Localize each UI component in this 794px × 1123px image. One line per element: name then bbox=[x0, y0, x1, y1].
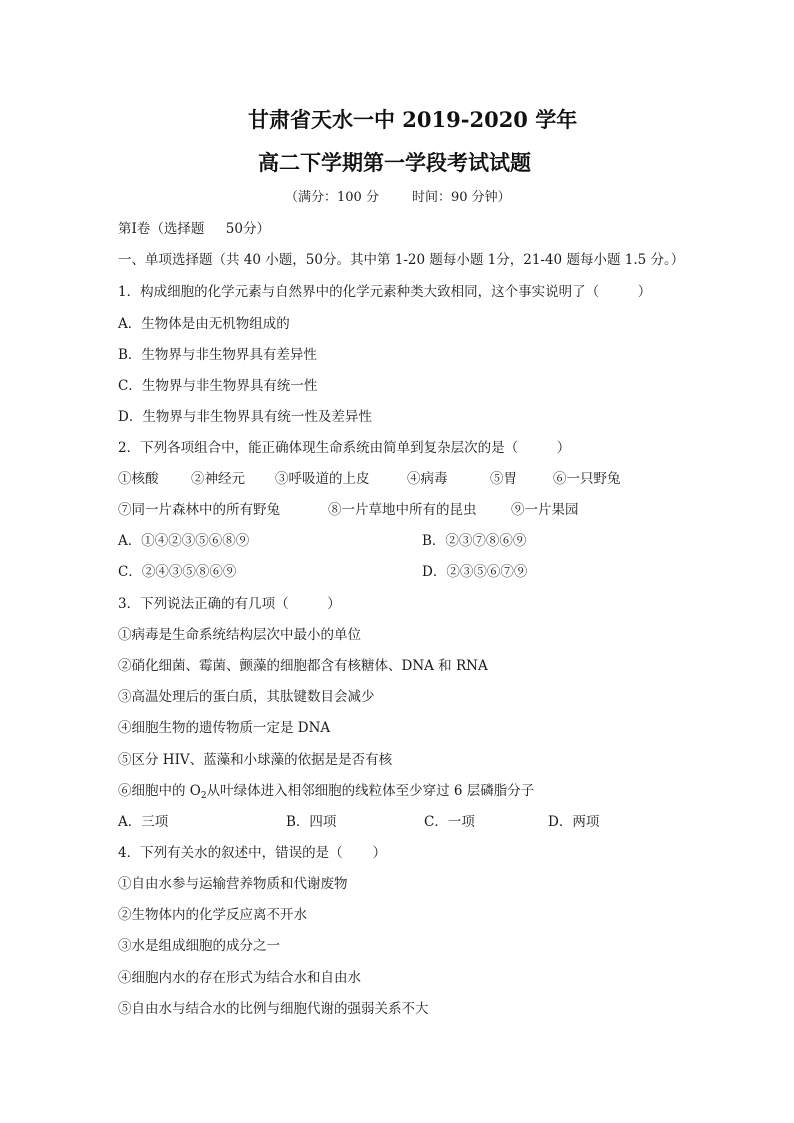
q3-option-c: C．一项 bbox=[424, 814, 475, 830]
q2-item: ③呼吸道的上皮 bbox=[275, 471, 370, 487]
q1-option-a: A．生物体是由无机物组成的 bbox=[118, 316, 290, 332]
q2-stem: 2．下列各项组合中，能正确体现生命系统由简单到复杂层次的是（ ） bbox=[118, 440, 571, 456]
q2-option-b: B．②③⑦⑧⑥⑨ bbox=[422, 533, 527, 549]
q3-option-a: A．三项 bbox=[118, 814, 169, 830]
q1-option-d: D．生物界与非生物界具有统一性及差异性 bbox=[118, 409, 372, 425]
q3-statement-6 bbox=[118, 779, 534, 801]
q4-statement-4: ④细胞内水的存在形式为结合水和自由水 bbox=[118, 970, 361, 986]
oxygen-subscript: 2 bbox=[200, 791, 207, 801]
exam-meta: （满分：100 分 时间：90 分钟） bbox=[285, 190, 511, 205]
q2-option-a: A．①④②③⑤⑥⑧⑨ bbox=[118, 533, 250, 549]
q2-item: ①核酸 bbox=[118, 471, 159, 487]
q3-statement-3: ③高温处理后的蛋白质，其肽键数目会减少 bbox=[118, 689, 375, 705]
q4-stem: 4．下列有关水的叙述中，错误的是（ ） bbox=[118, 845, 387, 861]
q2-item: ④病毒 bbox=[407, 471, 448, 487]
q3-statement-1: ①病毒是生命系统结构层次中最小的单位 bbox=[118, 627, 361, 643]
q3-statement-6-post: 从叶绿体进入相邻细胞的线粒体至少穿过 6 层磷脂分子 bbox=[206, 783, 535, 799]
q4-statement-5: ⑤自由水与结合水的比例与细胞代谢的强弱关系不大 bbox=[118, 1001, 429, 1017]
q3-statement-5: ⑤区分 HIV、蓝藻和小球藻的依据是是否有核 bbox=[118, 752, 393, 768]
q3-statement-6-pre: ⑥细胞中的 O bbox=[118, 783, 201, 799]
q4-statement-1: ①自由水参与运输营养物质和代谢废物 bbox=[118, 876, 348, 892]
q2-item: ⑤胃 bbox=[490, 471, 517, 487]
title-line-1: 甘肃省天水一中 2019-2020 学年 bbox=[248, 107, 578, 132]
q2-option-d: D．②③⑤⑥⑦⑨ bbox=[422, 564, 528, 580]
q3-option-b: B．四项 bbox=[286, 814, 337, 830]
title-line-2: 高二下学期第一学段考试试题 bbox=[258, 150, 531, 175]
q2-option-c: C．②④③⑤⑧⑥⑨ bbox=[118, 564, 237, 580]
q2-item: ⑥一只野兔 bbox=[553, 471, 621, 487]
q2-item: ⑦同一片森林中的所有野兔 bbox=[118, 502, 280, 518]
q4-statement-2: ②生物体内的化学反应离不开水 bbox=[118, 907, 307, 923]
q2-item: ②神经元 bbox=[191, 471, 245, 487]
q3-stem: 3．下列说法正确的有几项（ ） bbox=[118, 596, 341, 612]
volume-heading: 第Ⅰ卷（选择题 50分） bbox=[118, 221, 270, 237]
q1-option-c: C．生物界与非生物界具有统一性 bbox=[118, 378, 318, 394]
q1-option-b: B．生物界与非生物界具有差异性 bbox=[118, 347, 317, 363]
q4-statement-3: ③水是组成细胞的成分之一 bbox=[118, 938, 280, 954]
q1-stem: 1．构成细胞的化学元素与自然界中的化学元素种类大致相同，这个事实说明了（ ） bbox=[118, 284, 652, 300]
q3-statement-4: ④细胞生物的遗传物质一定是 DNA bbox=[118, 720, 331, 736]
q2-item: ⑨一片果园 bbox=[511, 502, 579, 518]
q3-option-d: D．两项 bbox=[548, 814, 600, 830]
part-heading: 一、单项选择题（共 40 小题，50分。其中第 1-20 题每小题 1分，21-40 题每小题 1.5 分。） bbox=[118, 252, 685, 268]
q2-item: ⑧一片草地中所有的昆虫 bbox=[328, 502, 477, 518]
q3-statement-2: ②硝化细菌、霉菌、颤藻的细胞都含有核糖体、DNA 和 RNA bbox=[118, 658, 488, 674]
